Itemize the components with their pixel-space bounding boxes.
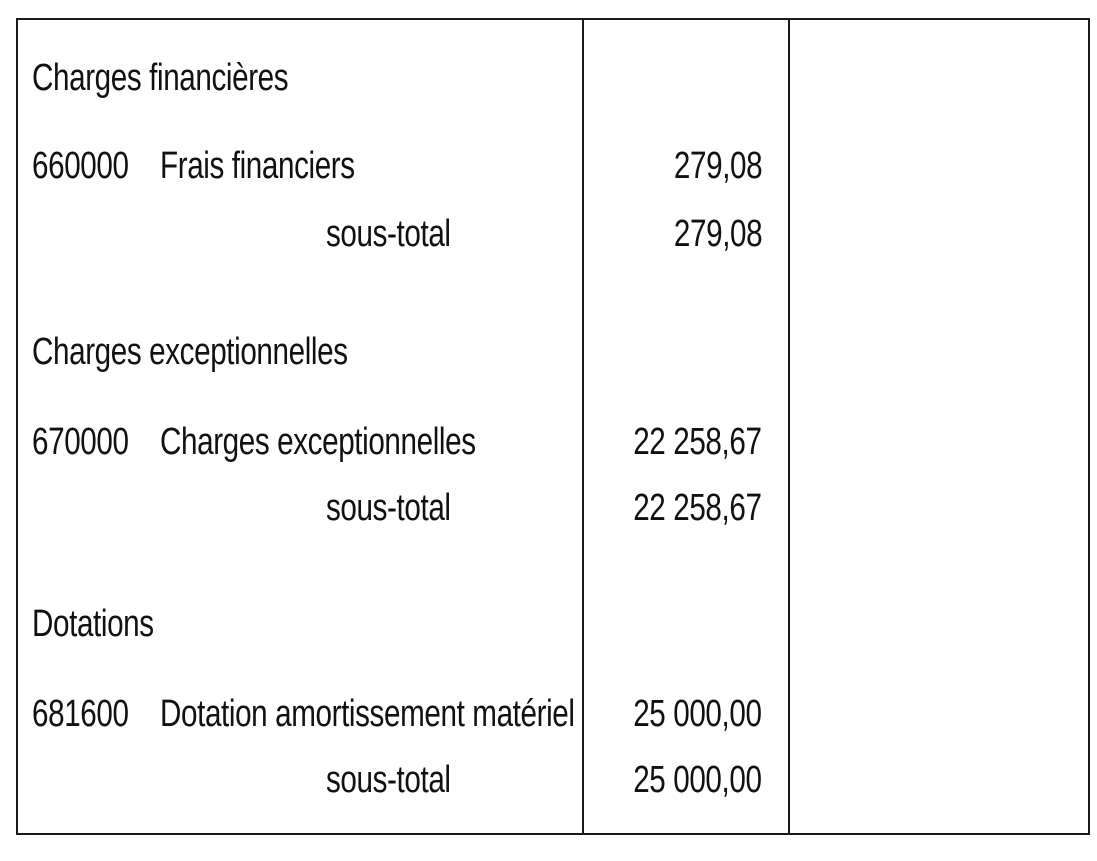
subtotal-amount: 25 000,00 [633,759,762,801]
ledger-table [16,18,1090,835]
section-heading: Charges exceptionnelles [32,331,348,373]
subtotal-label: sous-total [326,213,451,255]
account-code: 670000 [32,421,129,463]
account-code: 660000 [32,145,129,187]
account-code: 681600 [32,693,129,735]
section-heading: Dotations [32,603,154,645]
account-amount: 25 000,00 [633,693,762,735]
column-divider-right [788,20,790,833]
subtotal-label: sous-total [326,487,451,529]
account-label: Dotation amortissement matériel [160,693,575,735]
account-label: Frais financiers [160,145,355,187]
subtotal-label: sous-total [326,759,451,801]
column-divider-left [582,20,584,833]
subtotal-amount: 279,08 [673,213,762,255]
section-heading: Charges financières [32,57,289,99]
account-label: Charges exceptionnelles [160,421,476,463]
account-amount: 22 258,67 [633,421,762,463]
subtotal-amount: 22 258,67 [633,487,762,529]
account-amount: 279,08 [673,145,762,187]
